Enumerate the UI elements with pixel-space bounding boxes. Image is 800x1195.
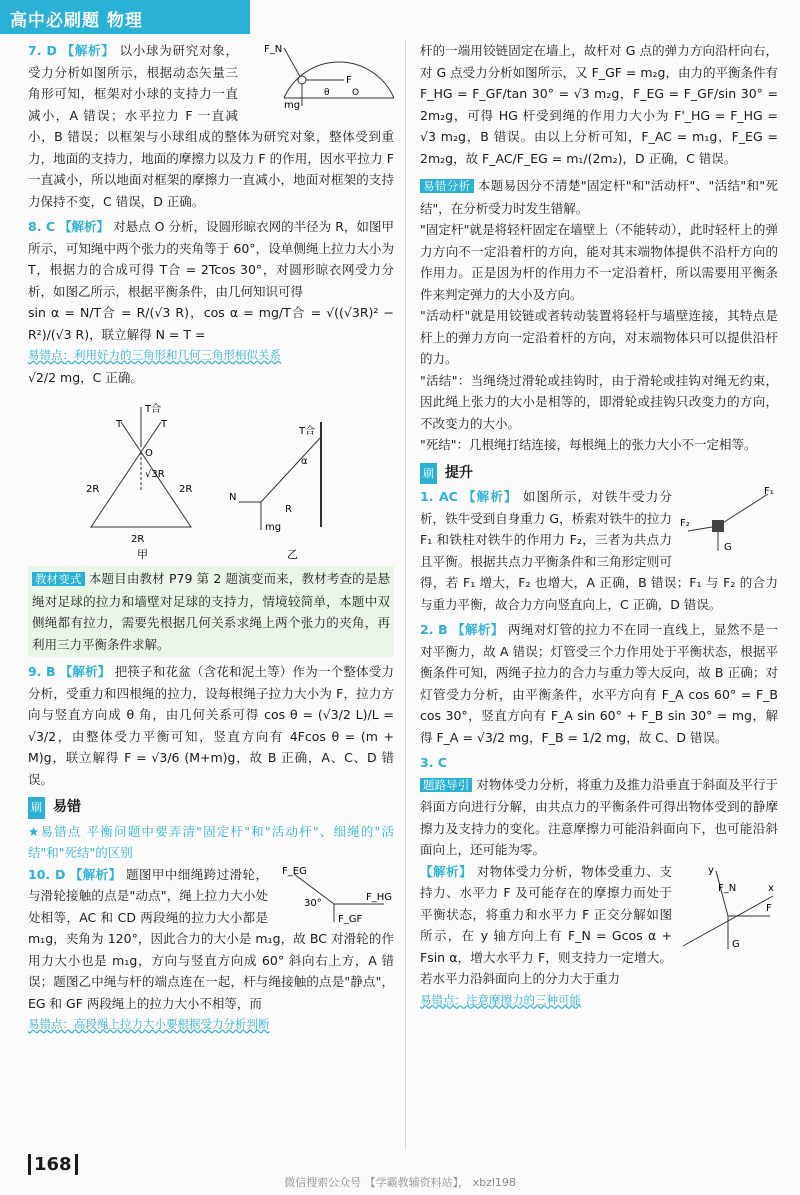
svg-text:√3R: √3R [145,469,165,480]
q7-number: 7. D [28,43,57,58]
tisheng-section-tag: 刷 [420,463,437,485]
t2-tag: 【解析】 [452,622,504,637]
q9-number: 9. B [28,664,56,679]
textbook-variant-text: 本题目由教材 P79 第 2 题演变而来，教材考查的是悬绳对足球的拉力和墙壁对足球的支持力，情境较简单，本题中双侧绳都有拉力，需要先根据几何关系求绳上两个张力的夹角，再利用三力平衡条件求解。 [32,571,391,652]
q8-figures [61,392,361,562]
t2-number: 2. B [420,622,448,637]
t2-block [420,619,778,748]
q7-block [28,40,394,212]
textbook-variant-box [28,566,394,657]
q9-text: 把筷子和花盆（含花和泥土等）作为一个整体受力分析，受重力和四根绳的拉力，设每根绳子拉力大小为 F，拉力方向与竖直方向成 θ 角，由几何关系可得 cos θ = (√3/2 L)/L = √3/2，由整体受力平衡可知，竖直方向有 4Fcos θ = (m + M)g，联立解得 F = √3/6 (M+m)g，故 B 正确，A、C、D 错误。 [28,664,394,787]
t3-block [420,752,778,1011]
svg-text:x: x [768,882,774,894]
q10-number: 10. D [28,866,66,882]
t3-text: 对物体受力分析，物体受重力、支持力、水平力 F 及可能存在的摩擦力而处于平衡状态，将重力和水平力 F 正交分解如图所示，在 y 轴方向上有 F_N = Gcos α + Fsin α，增大水平力 F，则支持力一定增大。若水平力沿斜面向上的分力大于重力 [420,863,672,986]
svg-text:T合: T合 [299,426,316,437]
svg-text:O: O [145,448,153,459]
svg-text:θ: θ [324,88,330,98]
q8-tag: 【解析】 [59,219,110,234]
t3-guide-text: 对物体受力分析，将重力及推力沿垂直于斜面及平行于斜面方向进行分解，由共点力的平衡条件可得出物体受到的静摩擦力及支持力的变化。注意摩擦力可能沿斜面向下，也可能沿斜面向上，还可能为零。 [420,776,778,857]
yicuo-point: ★易错点 平衡问题中要弄清"固定杆"和"活动杆"、细绳的"活结"和"死结"的区别 [28,823,394,860]
error-analysis-block [420,175,778,456]
q8-block [28,216,394,388]
svg-text:2R: 2R [179,484,193,495]
q10-text: 题图甲中细绳跨过滑轮，与滑轮接触的点是"动点"，绳上拉力大小处处相等，AC 和 CD 两段绳的拉力大小都是 m₁g，夹角为 120°，因此合力的大小是 m₁g，故 BC 对滑轮的作用力大小也是 m₁g，方向与竖直方向成 60° 斜向右上方，A 错误；题图乙中绳与杆的端点连在一起，杆与绳接触的点是"静点"，EG 和 GF 两段绳上的拉力大小不相等，而 [28,866,394,1011]
t1-block [420,486,778,615]
svg-text:F_HG: F_HG [366,891,393,903]
error-analysis-dead-knot: "死结"：几根绳打结连接，每根绳上的张力大小不一定相等。 [420,437,757,452]
svg-text:F_EG: F_EG [282,865,307,877]
t3-guide-tag: 题路导引 [420,778,472,792]
t2-text: 两绳对灯管的拉力不在同一直线上，显然不是一对平衡力，故 A 错误；灯管受三个力作用处于平衡状态，根据平衡条件可知，两绳子拉力的合力与重力等大反向，故 B 正确；对灯管受力分析，由平衡条件，水平方向有 F_A cos 60° = F_B cos 30°，竖直方向有 F_A sin 60° + F_B sin 30° = mg，解得 F_A = √3/2 mg，F_B = 1/2 mg，故 C、D 错误。 [420,622,778,745]
yicuo-section-header [28,796,394,819]
svg-text:F_GF: F_GF [338,913,363,924]
q10-figure [274,864,394,924]
q7-tag: 【解析】 [61,43,115,58]
q9-block [28,661,394,790]
q10-note: 易错点：高段绳上拉力大小要根据受力分析判断 [28,1017,270,1031]
t3-figure [678,861,778,951]
page-header [0,0,800,38]
svg-text:F: F [346,75,352,86]
svg-text:G: G [724,542,732,553]
q8-answer: √2/2 mg，C 正确。 [28,369,143,385]
svg-text:α: α [301,456,308,467]
q7-text: 以小球为研究对象，受力分析如图所示，根据动态矢量三角形可知，框架对小球的支持力一直减小，A 错误；水平拉力 F 一直减小，B 错误；以框架与小球组成的整体为研究对象，整体受到重力，地面的支持力，地面的摩擦力以及力 F 的作用，因水平拉力 F 一直减小，所以地面对框架的摩擦力一直减小，地面对框架的支持力保持不变，C 错误，D 正确。 [28,43,394,209]
q8-note: 易错点：利用好力的三角形和几何三角形相似关系 [28,348,281,362]
q8-number: 8. C [28,219,55,234]
svg-text:N: N [229,492,237,503]
svg-text:T: T [116,419,123,430]
column-divider [405,40,406,1150]
error-analysis-live-knot: "活结"：当绳绕过滑轮或挂钩时，由于滑轮或挂钩对绳无约束，因此绳上张力的大小是相等的，即滑轮或挂钩只改变力的方向，不改变力的大小。 [420,372,778,431]
q7-figure [244,40,394,110]
svg-text:2R: 2R [131,534,145,545]
svg-text:F_N: F_N [718,882,737,894]
figure-jia-label: 甲 [137,548,148,561]
error-analysis-tag: 易错分析 [420,179,474,193]
svg-text:O: O [352,88,360,98]
page-footer: 微信搜索公众号 【学霸教辅资料站】， xbzl198 [284,1176,516,1189]
figure-yi-label: 乙 [287,548,298,561]
svg-text:30°: 30° [304,897,322,909]
svg-text:T: T [161,419,168,430]
svg-text:2R: 2R [86,484,100,495]
svg-text:F₁: F₁ [764,486,774,497]
svg-text:F_N: F_N [264,44,283,55]
svg-text:mg: mg [284,100,301,110]
left-column [28,40,394,1036]
yicuo-section-title: 易错 [52,799,81,815]
page-number: 168 [28,1154,78,1175]
t3-number: 3. C [420,755,447,770]
q10-tag: 【解析】 [69,866,122,882]
svg-text:mg: mg [265,522,282,533]
q10-continued: 杆的一端用铰链固定在墙上，故杆对 G 点的弹力方向沿杆向右，对 G 点受力分析如图所示，又 F_GF = m₂g，由力的平衡条件有 F_HG = F_GF/tan 30° = √3 m₂g，F_EG = F_GF/sin 30° = 2m₂g，可得 HG 杆受到绳的作用力大小为 F'_HG = F_HG = √3 m₂g，B 错误。由以上分析可知，F_AC = m₁g，F_EG = 2m₂g，故 F_AC/F_EG = m₁/(2m₂)，D 正确，C 错误。 [420,43,778,166]
tisheng-section-title: 提升 [444,464,473,481]
q8-text: 对悬点 O 分析，设圆形晾衣网的半径为 R，如图甲所示，可知绳中两个张力的夹角等于 60°，设单侧绳上拉力大小为 T，根据力的合成可得 T合 = 2Tcos 30°，对圆形晾衣网受力分析，如图乙所示，根据平衡条件，由几何知识可得 [28,219,394,299]
figure-jia [86,402,192,561]
t1-number: 1. AC [420,489,458,504]
svg-text:T合: T合 [145,404,162,415]
svg-text:G: G [732,938,740,950]
textbook-variant-tag: 教材变式 [32,572,85,586]
t1-text: 如图所示，对铁牛受力分析，铁牛受到自身重力 G，桥索对铁牛的拉力 F₁ 和铁柱对铁牛的作用力 F₂，三者为共点力且平衡。根据共点力平衡条件和三角形定则可得，若 F₁ 增大，F₂ 也增大，A 正确，B 错误；F₁ 与 F₂ 的合力与重力平衡，故合力方向竖直向上，C 正确，D 错误。 [420,489,778,612]
figure-yi [229,422,321,561]
t1-tag: 【解析】 [462,489,518,504]
svg-text:y: y [708,864,714,876]
svg-text:F: F [766,902,772,914]
q8-formula: sin α = N/T合 = R/(√3 R)，cos α = mg/T合 = √((√3R)² − R²)/(√3 R)，联立解得 N = T = [28,305,394,342]
right-column [420,40,778,1011]
q10-block [28,864,394,1036]
yicuo-section-tag: 刷 [28,797,45,819]
t1-figure [678,486,778,556]
error-analysis-fixed-rod: "固定杆"就是将轻杆固定在墙壁上（不能转动），此时轻杆上的弹力方向不一定沿着杆的方向，能对其末端物体提供不沿杆方向的作用力。正是因为杆的作用力不一定沿着杆，所以需要用平衡条件来判定弹力的大小及方向。 [420,222,778,302]
error-analysis-intro: 本题易因分不清楚"固定杆"和"活动杆"、"活结"和"死结"，在分析受力时发生错解。 [420,178,779,216]
t3-note: 易错点：注意摩擦力的三种可能 [420,992,581,1007]
header-title: 高中必刷题 物理 [10,11,143,31]
svg-text:R: R [285,504,292,515]
t3-tag: 【解析】 [420,863,473,879]
tisheng-section-header [420,462,778,485]
q9-tag: 【解析】 [59,664,111,679]
error-analysis-movable-rod: "活动杆"就是用铰链或者转动装置将轻杆与墙壁连接，其特点是杆上的弹力方向一定沿着杆的方向，对末端物体只可以提供沿杆的力。 [420,308,778,366]
svg-text:F₂: F₂ [680,518,690,529]
